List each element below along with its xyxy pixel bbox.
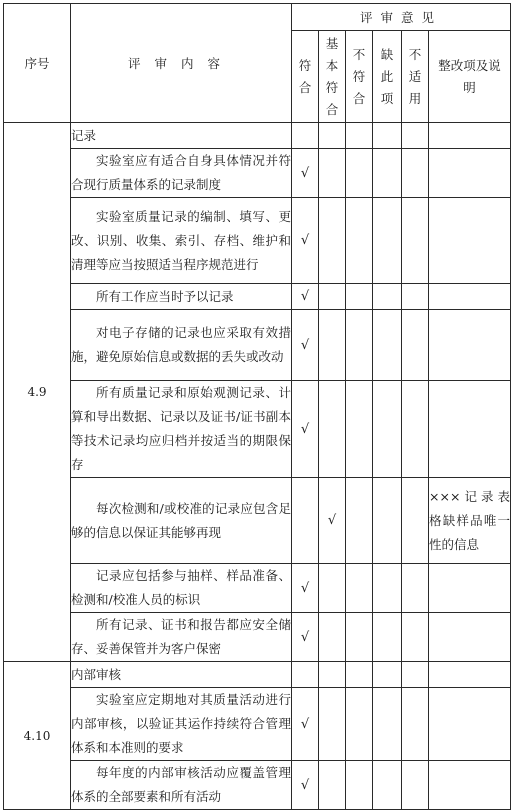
empty-cell bbox=[402, 381, 429, 478]
empty-cell bbox=[319, 564, 346, 613]
empty-cell bbox=[373, 761, 402, 810]
empty-cell bbox=[373, 198, 402, 284]
table-row bbox=[4, 478, 511, 564]
requirement-text: 所有记录、证书和报告都应安全储存、妥善保管并为客户保密 bbox=[71, 613, 292, 662]
empty-cell bbox=[373, 381, 402, 478]
empty-cell bbox=[346, 761, 373, 810]
empty-cell bbox=[373, 688, 402, 761]
rectification-note bbox=[429, 613, 511, 662]
empty-cell bbox=[402, 478, 429, 564]
empty-cell bbox=[346, 478, 373, 564]
check-mark: √ bbox=[292, 564, 319, 613]
section-index: 4.9 bbox=[4, 123, 71, 662]
empty-cell bbox=[402, 198, 429, 284]
empty-cell bbox=[292, 123, 319, 149]
requirement-text: 对电子存储的记录也应采取有效措施，避免原始信息或数据的丢失或改动 bbox=[71, 310, 292, 381]
empty-cell bbox=[319, 662, 346, 688]
empty-cell bbox=[346, 310, 373, 381]
empty-cell bbox=[429, 662, 511, 688]
content-header: 评审内容 bbox=[71, 4, 292, 123]
empty-cell bbox=[346, 149, 373, 198]
table-row bbox=[4, 564, 511, 613]
check-mark: √ bbox=[292, 310, 319, 381]
empty-cell bbox=[373, 478, 402, 564]
requirement-text: 每年度的内部审核活动应覆盖管理体系的全部要素和所有活动 bbox=[71, 761, 292, 810]
requirement-text: 记录应包括参与抽样、样品准备、检测和/校准人员的标识 bbox=[71, 564, 292, 613]
check-mark: √ bbox=[292, 688, 319, 761]
empty-cell bbox=[373, 564, 402, 613]
empty-cell bbox=[346, 613, 373, 662]
empty-cell bbox=[346, 123, 373, 149]
table-row bbox=[4, 381, 511, 478]
opinion-header: 评审意见 bbox=[292, 4, 511, 31]
col-header-basic-conform: 基 本 符 合 bbox=[319, 31, 346, 123]
col-header-missing: 缺 此 项 bbox=[373, 31, 402, 123]
rectification-note bbox=[429, 381, 511, 478]
section-title: 记录 bbox=[71, 123, 292, 149]
check-mark: √ bbox=[292, 149, 319, 198]
empty-cell bbox=[319, 613, 346, 662]
empty-cell bbox=[319, 123, 346, 149]
empty-cell bbox=[346, 381, 373, 478]
empty-cell bbox=[346, 564, 373, 613]
table-row bbox=[4, 613, 511, 662]
rectification-note bbox=[429, 310, 511, 381]
empty-cell bbox=[319, 761, 346, 810]
check-mark: √ bbox=[292, 613, 319, 662]
check-mark: √ bbox=[292, 284, 319, 310]
requirement-text: 每次检测和/或校准的记录应包含足够的信息以保证其能够再现 bbox=[71, 478, 292, 564]
requirement-text: 实验室应有适合自身具体情况并符合现行质量体系的记录制度 bbox=[71, 149, 292, 198]
empty-cell bbox=[373, 310, 402, 381]
requirement-text: 实验室质量记录的编制、填写、更改、识别、收集、索引、存档、维护和清理等应当按照适当程序规范进行 bbox=[71, 198, 292, 284]
empty-cell bbox=[346, 662, 373, 688]
col-header-not-applicable: 不 适 用 bbox=[402, 31, 429, 123]
table-row bbox=[4, 688, 511, 761]
check-mark: √ bbox=[319, 478, 346, 564]
col-header-note: 整改项及说明 bbox=[429, 31, 511, 123]
review-table bbox=[3, 3, 511, 810]
empty-cell bbox=[402, 123, 429, 149]
empty-cell bbox=[402, 310, 429, 381]
empty-cell bbox=[373, 284, 402, 310]
requirement-text: 所有工作应当时予以记录 bbox=[71, 284, 292, 310]
empty-cell bbox=[402, 662, 429, 688]
rectification-note bbox=[429, 761, 511, 810]
rectification-note bbox=[429, 688, 511, 761]
col-header-nonconform: 不 符 合 bbox=[346, 31, 373, 123]
check-mark: √ bbox=[292, 198, 319, 284]
table-row bbox=[4, 284, 511, 310]
check-mark: √ bbox=[292, 761, 319, 810]
table-row bbox=[4, 198, 511, 284]
empty-cell bbox=[346, 284, 373, 310]
rectification-note bbox=[429, 564, 511, 613]
requirement-text: 实验室应定期地对其质量活动进行内部审核，以验证其运作持续符合管理体系和本准则的要求 bbox=[71, 688, 292, 761]
empty-cell bbox=[319, 284, 346, 310]
empty-cell bbox=[402, 613, 429, 662]
empty-cell bbox=[402, 149, 429, 198]
empty-cell bbox=[373, 123, 402, 149]
empty-cell bbox=[429, 123, 511, 149]
table-row bbox=[4, 149, 511, 198]
empty-cell bbox=[346, 688, 373, 761]
empty-cell bbox=[319, 198, 346, 284]
empty-cell bbox=[402, 284, 429, 310]
rectification-note bbox=[429, 198, 511, 284]
col-header-conform: 符 合 bbox=[292, 31, 319, 123]
check-mark: √ bbox=[292, 381, 319, 478]
empty-cell bbox=[292, 478, 319, 564]
empty-cell bbox=[319, 381, 346, 478]
empty-cell bbox=[319, 149, 346, 198]
section-index: 4.10 bbox=[4, 662, 71, 810]
empty-cell bbox=[346, 198, 373, 284]
rectification-note: ×××记录表格缺样品唯一性的信息 bbox=[429, 478, 511, 564]
seq-header: 序号 bbox=[4, 4, 71, 123]
empty-cell bbox=[373, 613, 402, 662]
rectification-note bbox=[429, 149, 511, 198]
empty-cell bbox=[319, 310, 346, 381]
empty-cell bbox=[292, 662, 319, 688]
section-title: 内部审核 bbox=[71, 662, 292, 688]
table-row bbox=[4, 310, 511, 381]
requirement-text: 所有质量记录和原始观测记录、计算和导出数据、记录以及证书/证书副本等技术记录均应归档并按适当的期限保存 bbox=[71, 381, 292, 478]
empty-cell bbox=[402, 688, 429, 761]
empty-cell bbox=[373, 149, 402, 198]
rectification-note bbox=[429, 284, 511, 310]
empty-cell bbox=[319, 688, 346, 761]
empty-cell bbox=[402, 564, 429, 613]
empty-cell bbox=[402, 761, 429, 810]
empty-cell bbox=[373, 662, 402, 688]
table-row bbox=[4, 761, 511, 810]
